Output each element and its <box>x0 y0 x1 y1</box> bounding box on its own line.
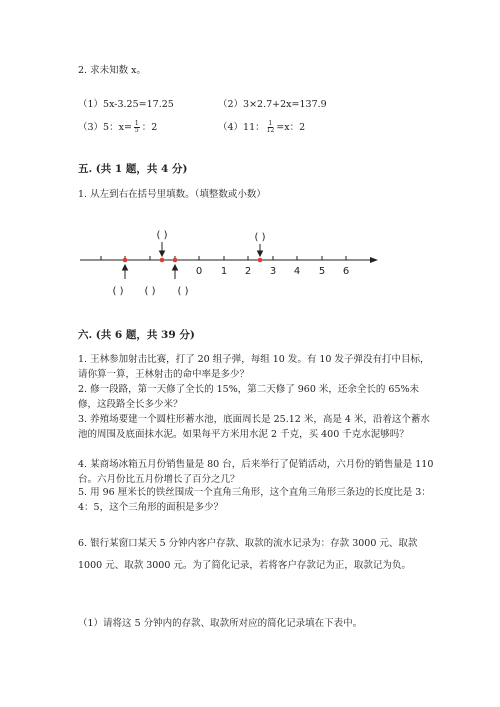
section-6-question-4: 4. 某商场冰箱五月份销售量是 80 台，后来举行了促销活动，六月份的销售量是 110 台。六月份比五月份增长了百分之几？ <box>78 459 434 485</box>
section-6-question-6-line-2: 1000 元、取款 3000 元。为了简化记录，若将客户存款记为正，取款记为负。 <box>78 560 411 571</box>
equation-4-prefix: （4）11： <box>218 122 265 133</box>
fraction-denominator: 12 <box>266 127 275 134</box>
answer-bracket: ( ) <box>144 286 156 297</box>
section-6-heading: 六. (共 6 题，共 39 分) <box>78 329 195 341</box>
section-6-question-6-subquestion-1: （1）请将这 5 分钟内的存款、取款所对应的简化记录填在下表中。 <box>78 618 363 629</box>
equation-1: （1）5x-3.25=17.25 <box>78 99 174 110</box>
answer-bracket: ( ) <box>156 230 168 241</box>
equation-3-fraction <box>134 121 140 134</box>
equation-4-suffix: =x：2 <box>276 122 306 133</box>
answer-bracket: ( ) <box>112 286 124 297</box>
section-5-heading: 五. (共 1 题，共 4 分) <box>78 163 188 175</box>
tick-label: 4 <box>293 266 301 277</box>
problem-2-title: 2. 求未知数 x。 <box>78 65 146 76</box>
fraction-numerator: 1 <box>134 120 139 127</box>
equation-3-suffix: ：2 <box>141 122 158 133</box>
equation-3-prefix: （3）5：x= <box>78 122 132 133</box>
number-line-figure <box>0 222 500 302</box>
equation-2: （2）3×2.7+2x=137.9 <box>218 99 327 110</box>
tick-label: 3 <box>269 266 277 277</box>
equation-3 <box>78 119 157 134</box>
tick-label: 2 <box>244 266 252 277</box>
equation-4 <box>218 119 305 134</box>
tick-label: 1 <box>220 266 228 277</box>
answer-bracket: ( ) <box>177 286 189 297</box>
tick-label: 6 <box>342 266 350 277</box>
axis-arrow-icon <box>370 257 378 263</box>
answer-bracket: ( ) <box>254 232 266 243</box>
fraction-numerator: 1 <box>268 120 273 127</box>
section-6-question-3: 3. 养殖场要建一个圆柱形蓄水池，底面周长是 25.12 米，高是 4 米，沿着这个蓄水池的周围及底面抹水泥。如果每平方米用水泥 2 千克，买 400 千克水泥够吗？ <box>78 414 430 440</box>
section-6-question-1: 1. 王林参加射击比赛，打了 20 组子弹，每组 10 发。有 10 发子弹没有打中目标，请你算一算，王林射击的命中率是多少？ <box>78 354 430 380</box>
section-6-question-5: 5. 用 96 厘米长的铁丝围成一个直角三角形，这个直角三角形三条边的长度比是 3：4：5，这个三角形的面积是多少？ <box>78 487 431 513</box>
tick-marks <box>101 256 346 260</box>
fraction-denominator: 5 <box>134 127 139 134</box>
tick-label: 5 <box>318 266 326 277</box>
section-6-question-6-line-1: 6. 银行某窗口某天 5 分钟内客户存款、取款的流水记录为：存款 3000 元、取款 <box>78 538 418 549</box>
equation-4-fraction <box>267 121 275 134</box>
section-5-question-1: 1. 从左到右在括号里填数。（填整数或小数） <box>78 189 266 200</box>
section-6-question-2: 2. 修一段路，第一天修了全长的 15%，第二天修了 960 米，还余全长的 65%未修，这段路全长多少米？ <box>78 384 420 410</box>
tick-label: 0 <box>195 266 203 277</box>
